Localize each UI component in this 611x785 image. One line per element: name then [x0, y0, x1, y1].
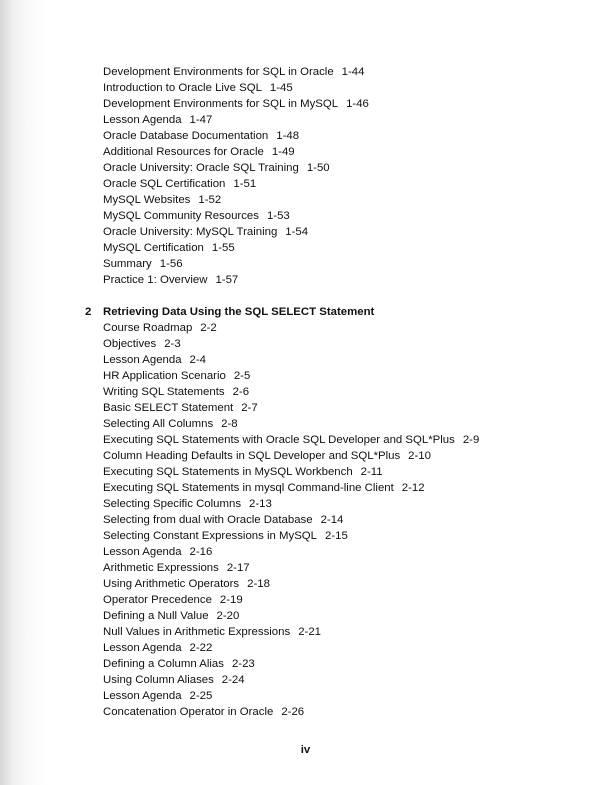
toc-entry-title: Lesson Agenda: [103, 642, 182, 654]
toc-entry-title: Executing SQL Statements in MySQL Workbench: [103, 466, 353, 478]
toc-entry-title: Development Environments for SQL in MySQL: [103, 98, 339, 110]
toc-entry-title: MySQL Websites: [103, 194, 191, 206]
toc-entry: [103, 256, 369, 272]
toc-entry-page: 1-50: [306, 162, 330, 174]
toc-entry-page: 2-6: [232, 386, 250, 398]
toc-entry-page: 2-26: [281, 706, 305, 718]
toc-entry-title: Defining a Column Alias: [103, 658, 224, 670]
toc-entry-page: 2-23: [231, 658, 255, 670]
toc-entry-title: MySQL Certification: [103, 242, 204, 254]
toc-entry-page: 2-22: [189, 642, 213, 654]
toc-entry: [103, 240, 369, 256]
toc-entry: [103, 464, 479, 480]
toc-entry-page: 1-52: [198, 194, 222, 206]
toc-entry: [103, 528, 479, 544]
toc-list-chapter-2: [103, 320, 479, 720]
toc-entry: [103, 480, 479, 496]
toc-entry-page: 1-55: [211, 242, 235, 254]
toc-entry: [103, 688, 479, 704]
toc-entry-title: HR Application Scenario: [103, 370, 226, 382]
toc-entry: [103, 640, 479, 656]
toc-entry: [103, 384, 479, 400]
toc-entry-page: 2-5: [233, 370, 251, 382]
toc-entry-title: Using Column Aliases: [103, 674, 214, 686]
toc-entry-title: Executing SQL Statements with Oracle SQL Developer and SQL*Plus: [103, 434, 455, 446]
toc-entry-title: Selecting Specific Columns: [103, 498, 242, 510]
toc-entry-page: 2-19: [219, 594, 243, 606]
toc-entry-page: 2-16: [189, 546, 213, 558]
toc-entry-title: Writing SQL Statements: [103, 386, 225, 398]
toc-entry-page: 1-48: [276, 130, 300, 142]
toc-entry-title: Lesson Agenda: [103, 546, 182, 558]
toc-entry-title: Lesson Agenda: [103, 114, 182, 126]
toc-entry-title: Executing SQL Statements in mysql Command-line Client: [103, 482, 394, 494]
chapter-number: 2: [85, 306, 92, 318]
toc-entry: [103, 192, 369, 208]
toc-entry: [103, 112, 369, 128]
toc-entry: [103, 176, 369, 192]
page-number: iv: [300, 744, 311, 756]
toc-entry-page: 2-4: [189, 354, 207, 366]
toc-entry-title: Selecting All Columns: [103, 418, 214, 430]
toc-entry: [103, 160, 369, 176]
toc-entry: [103, 560, 479, 576]
toc-entry-page: 2-12: [401, 482, 425, 494]
toc-entry: [103, 416, 479, 432]
toc-entry-page: 2-15: [325, 530, 348, 542]
toc-entry: [103, 400, 479, 416]
toc-entry: [103, 336, 479, 352]
toc-entry-title: Oracle Database Documentation: [103, 130, 269, 142]
chapter-heading: [85, 304, 374, 320]
toc-entry-page: 1-44: [341, 66, 365, 78]
toc-entry-title: Defining a Null Value: [103, 610, 209, 622]
toc-entry-title: Null Values in Arithmetic Expressions: [103, 626, 291, 638]
toc-entry: [103, 432, 479, 448]
toc-entry-title: Lesson Agenda: [103, 690, 182, 702]
toc-entry-title: Objectives: [103, 338, 157, 350]
toc-entry: [103, 592, 479, 608]
toc-entry-title: Basic SELECT Statement: [103, 402, 234, 414]
toc-entry-title: Introduction to Oracle Live SQL: [103, 82, 262, 94]
toc-entry: [103, 144, 369, 160]
toc-entry-title: Concatenation Operator in Oracle: [103, 706, 274, 718]
toc-entry: [103, 208, 369, 224]
toc-entry: [103, 80, 369, 96]
toc-entry-title: Column Heading Defaults in SQL Developer and SQL*Plus: [103, 450, 401, 462]
toc-entry-page: 1-51: [233, 178, 257, 190]
toc-entry-page: 2-3: [164, 338, 181, 350]
toc-entry: [103, 352, 479, 368]
toc-entry-title: Practice 1: Overview: [103, 274, 208, 286]
toc-entry-page: 2-7: [241, 402, 258, 414]
toc-entry: [103, 448, 479, 464]
toc-entry-page: 2-25: [189, 690, 213, 702]
toc-entry: [103, 512, 479, 528]
toc-entry-page: 2-8: [221, 418, 238, 430]
toc-entry-page: 2-21: [298, 626, 321, 638]
toc-entry-page: 1-47: [189, 114, 213, 126]
toc-entry-title: Selecting from dual with Oracle Database: [103, 514, 313, 526]
toc-entry-page: 2-18: [247, 578, 270, 590]
toc-entry-title: Oracle SQL Certification: [103, 178, 226, 190]
toc-entry-page: 1-46: [346, 98, 369, 110]
toc-entry: [103, 672, 479, 688]
toc-entry-title: Development Environments for SQL in Oracle: [103, 66, 334, 78]
toc-entry: [103, 704, 479, 720]
toc-entry-page: 1-53: [266, 210, 290, 222]
toc-entry-title: Operator Precedence: [103, 594, 212, 606]
toc-entry-page: 1-54: [285, 226, 309, 238]
toc-entry-title: Oracle University: Oracle SQL Training: [103, 162, 299, 174]
toc-entry: [103, 96, 369, 112]
toc-entry-page: 1-57: [215, 274, 239, 286]
toc-entry-page: 2-9: [462, 434, 480, 446]
toc-entry-page: 2-10: [408, 450, 431, 462]
toc-entry-page: 1-45: [269, 82, 293, 94]
toc-entry-page: 1-49: [271, 146, 295, 158]
toc-entry: [103, 544, 479, 560]
toc-entry: [103, 576, 479, 592]
toc-entry-title: Lesson Agenda: [103, 354, 182, 366]
toc-entry: [103, 624, 479, 640]
toc-entry: [103, 224, 369, 240]
toc-entry-title: Course Roadmap: [103, 322, 193, 334]
toc-entry: [103, 320, 479, 336]
toc-entry-title: Summary: [103, 258, 152, 270]
toc-entry-page: 1-56: [159, 258, 183, 270]
toc-entry: [103, 608, 479, 624]
toc-list-chapter-1: [103, 64, 369, 288]
toc-entry: [103, 496, 479, 512]
toc-entry: [103, 656, 479, 672]
toc-entry-title: Oracle University: MySQL Training: [103, 226, 278, 238]
toc-entry-page: 2-2: [200, 322, 217, 334]
toc-entry: [103, 64, 369, 80]
toc-entry-page: 2-13: [249, 498, 272, 510]
toc-entry: [103, 128, 369, 144]
toc-entry-title: Selecting Constant Expressions in MySQL: [103, 530, 317, 542]
toc-entry-page: 2-14: [320, 514, 344, 526]
toc-entry-title: Using Arithmetic Operators: [103, 578, 240, 590]
toc-entry: [103, 272, 369, 288]
chapter-title: Retrieving Data Using the SQL SELECT Statement: [103, 306, 375, 318]
toc-entry-title: Arithmetic Expressions: [103, 562, 219, 574]
toc-entry-title: Additional Resources for Oracle: [103, 146, 264, 158]
toc-entry-title: MySQL Community Resources: [103, 210, 259, 222]
toc-entry-page: 2-11: [360, 466, 383, 478]
toc-entry-page: 2-17: [226, 562, 250, 574]
toc-entry: [103, 368, 479, 384]
toc-entry-page: 2-24: [221, 674, 245, 686]
toc-entry-page: 2-20: [216, 610, 240, 622]
